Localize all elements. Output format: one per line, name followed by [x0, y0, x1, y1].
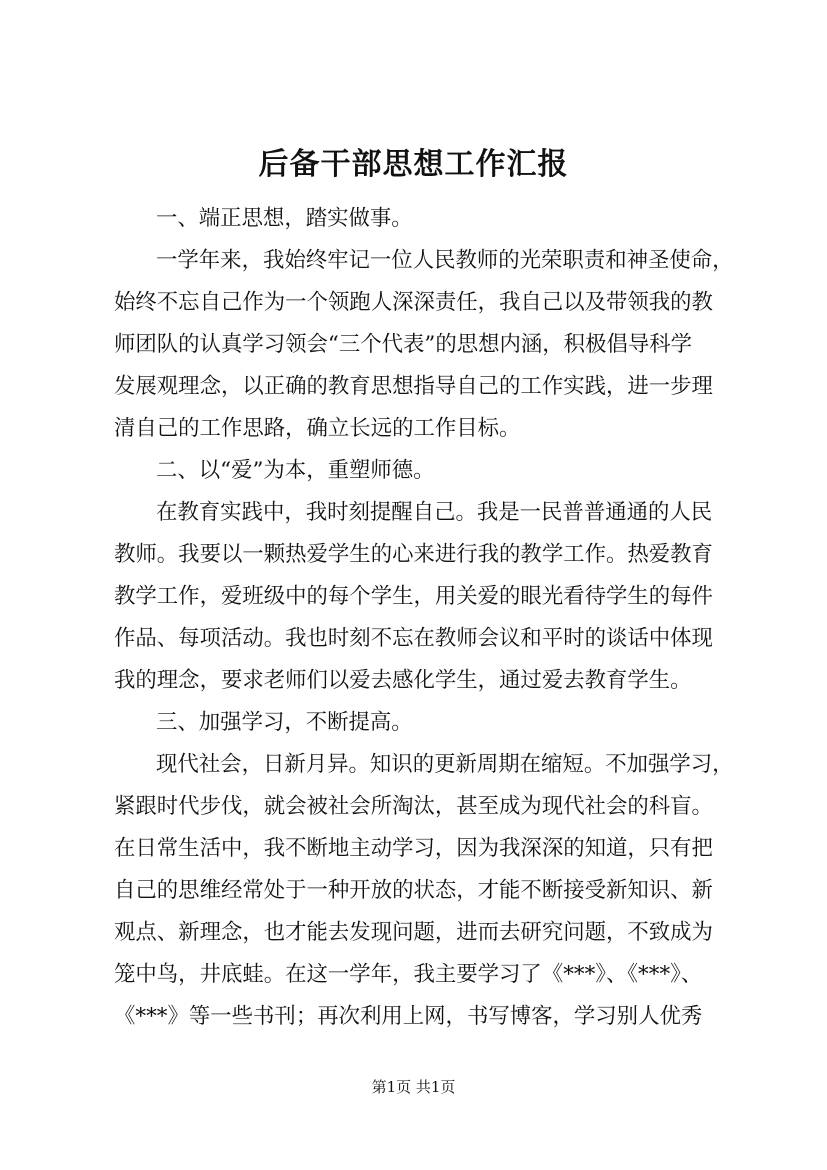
paragraph-line: 始终不忘自己作为一个领跑人深深责任，我自己以及带领我的教 [114, 290, 713, 315]
paragraph-line: 一学年来，我始终牢记一位人民教师的光荣职责和神圣使命， [156, 248, 734, 273]
paragraph-line: 师团队的认真学习领会“三个代表”的思想内涵，积极倡导科学 [114, 332, 693, 357]
paragraph-line: 在教育实践中，我时刻提醒自己。我是一民普普通通的人民 [156, 500, 713, 525]
page-footer: 第1页 共1页 [371, 1078, 456, 1096]
section-heading [114, 702, 722, 744]
body-paragraph [114, 744, 734, 1038]
paragraph-line: 观点、新理念，也才能去发现问题，进而去研究问题，不致成为 [114, 920, 713, 945]
section-heading [114, 198, 722, 240]
paragraph-line: 发展观理念，以正确的教育思想指导自己的工作实践，进一步理 [114, 374, 713, 399]
paragraph-line: 笼中鸟，井底蛙。在这一学年，我主要学习了《***》、《***》、 [114, 962, 703, 987]
section-heading-text: 二、以“爱”为本，重塑师德。 [156, 458, 435, 483]
section-heading-text: 一、端正思想，踏实做事。 [156, 206, 413, 231]
body-paragraph [114, 492, 722, 702]
paragraph-line: 现代社会，日新月异。知识的更新周期在缩短。不加强学习， [156, 752, 734, 777]
paragraph-line: 《***》等一些书刊；再次利用上网，书写博客，学习别人优秀 [114, 1004, 703, 1029]
section-heading-text: 三、加强学习，不断提高。 [156, 710, 413, 735]
paragraph-line: 紧跟时代步伐，就会被社会所淘汰，甚至成为现代社会的科盲。 [114, 794, 713, 819]
paragraph-line: 在日常生活中，我不断地主动学习，因为我深深的知道，只有把 [114, 836, 713, 861]
paragraph-line: 我的理念，要求老师们以爱去感化学生，通过爱去教育学生。 [114, 668, 692, 693]
paragraph-line: 清自己的工作思路，确立长远的工作目标。 [114, 416, 521, 441]
body-paragraph [114, 240, 734, 450]
document-title: 后备干部思想工作汇报 [258, 147, 569, 182]
document-body [114, 198, 734, 1038]
paragraph-line: 作品、每项活动。我也时刻不忘在教师会议和平时的谈话中体现 [114, 626, 713, 651]
paragraph-line: 教师。我要以一颗热爱学生的心来进行我的教学工作。热爱教育 [114, 542, 713, 567]
paragraph-line: 自己的思维经常处于一种开放的状态，才能不断接受新知识、新 [114, 878, 713, 903]
paragraph-line: 教学工作，爱班级中的每个学生，用关爱的眼光看待学生的每件 [114, 584, 713, 609]
section-heading [114, 450, 722, 492]
